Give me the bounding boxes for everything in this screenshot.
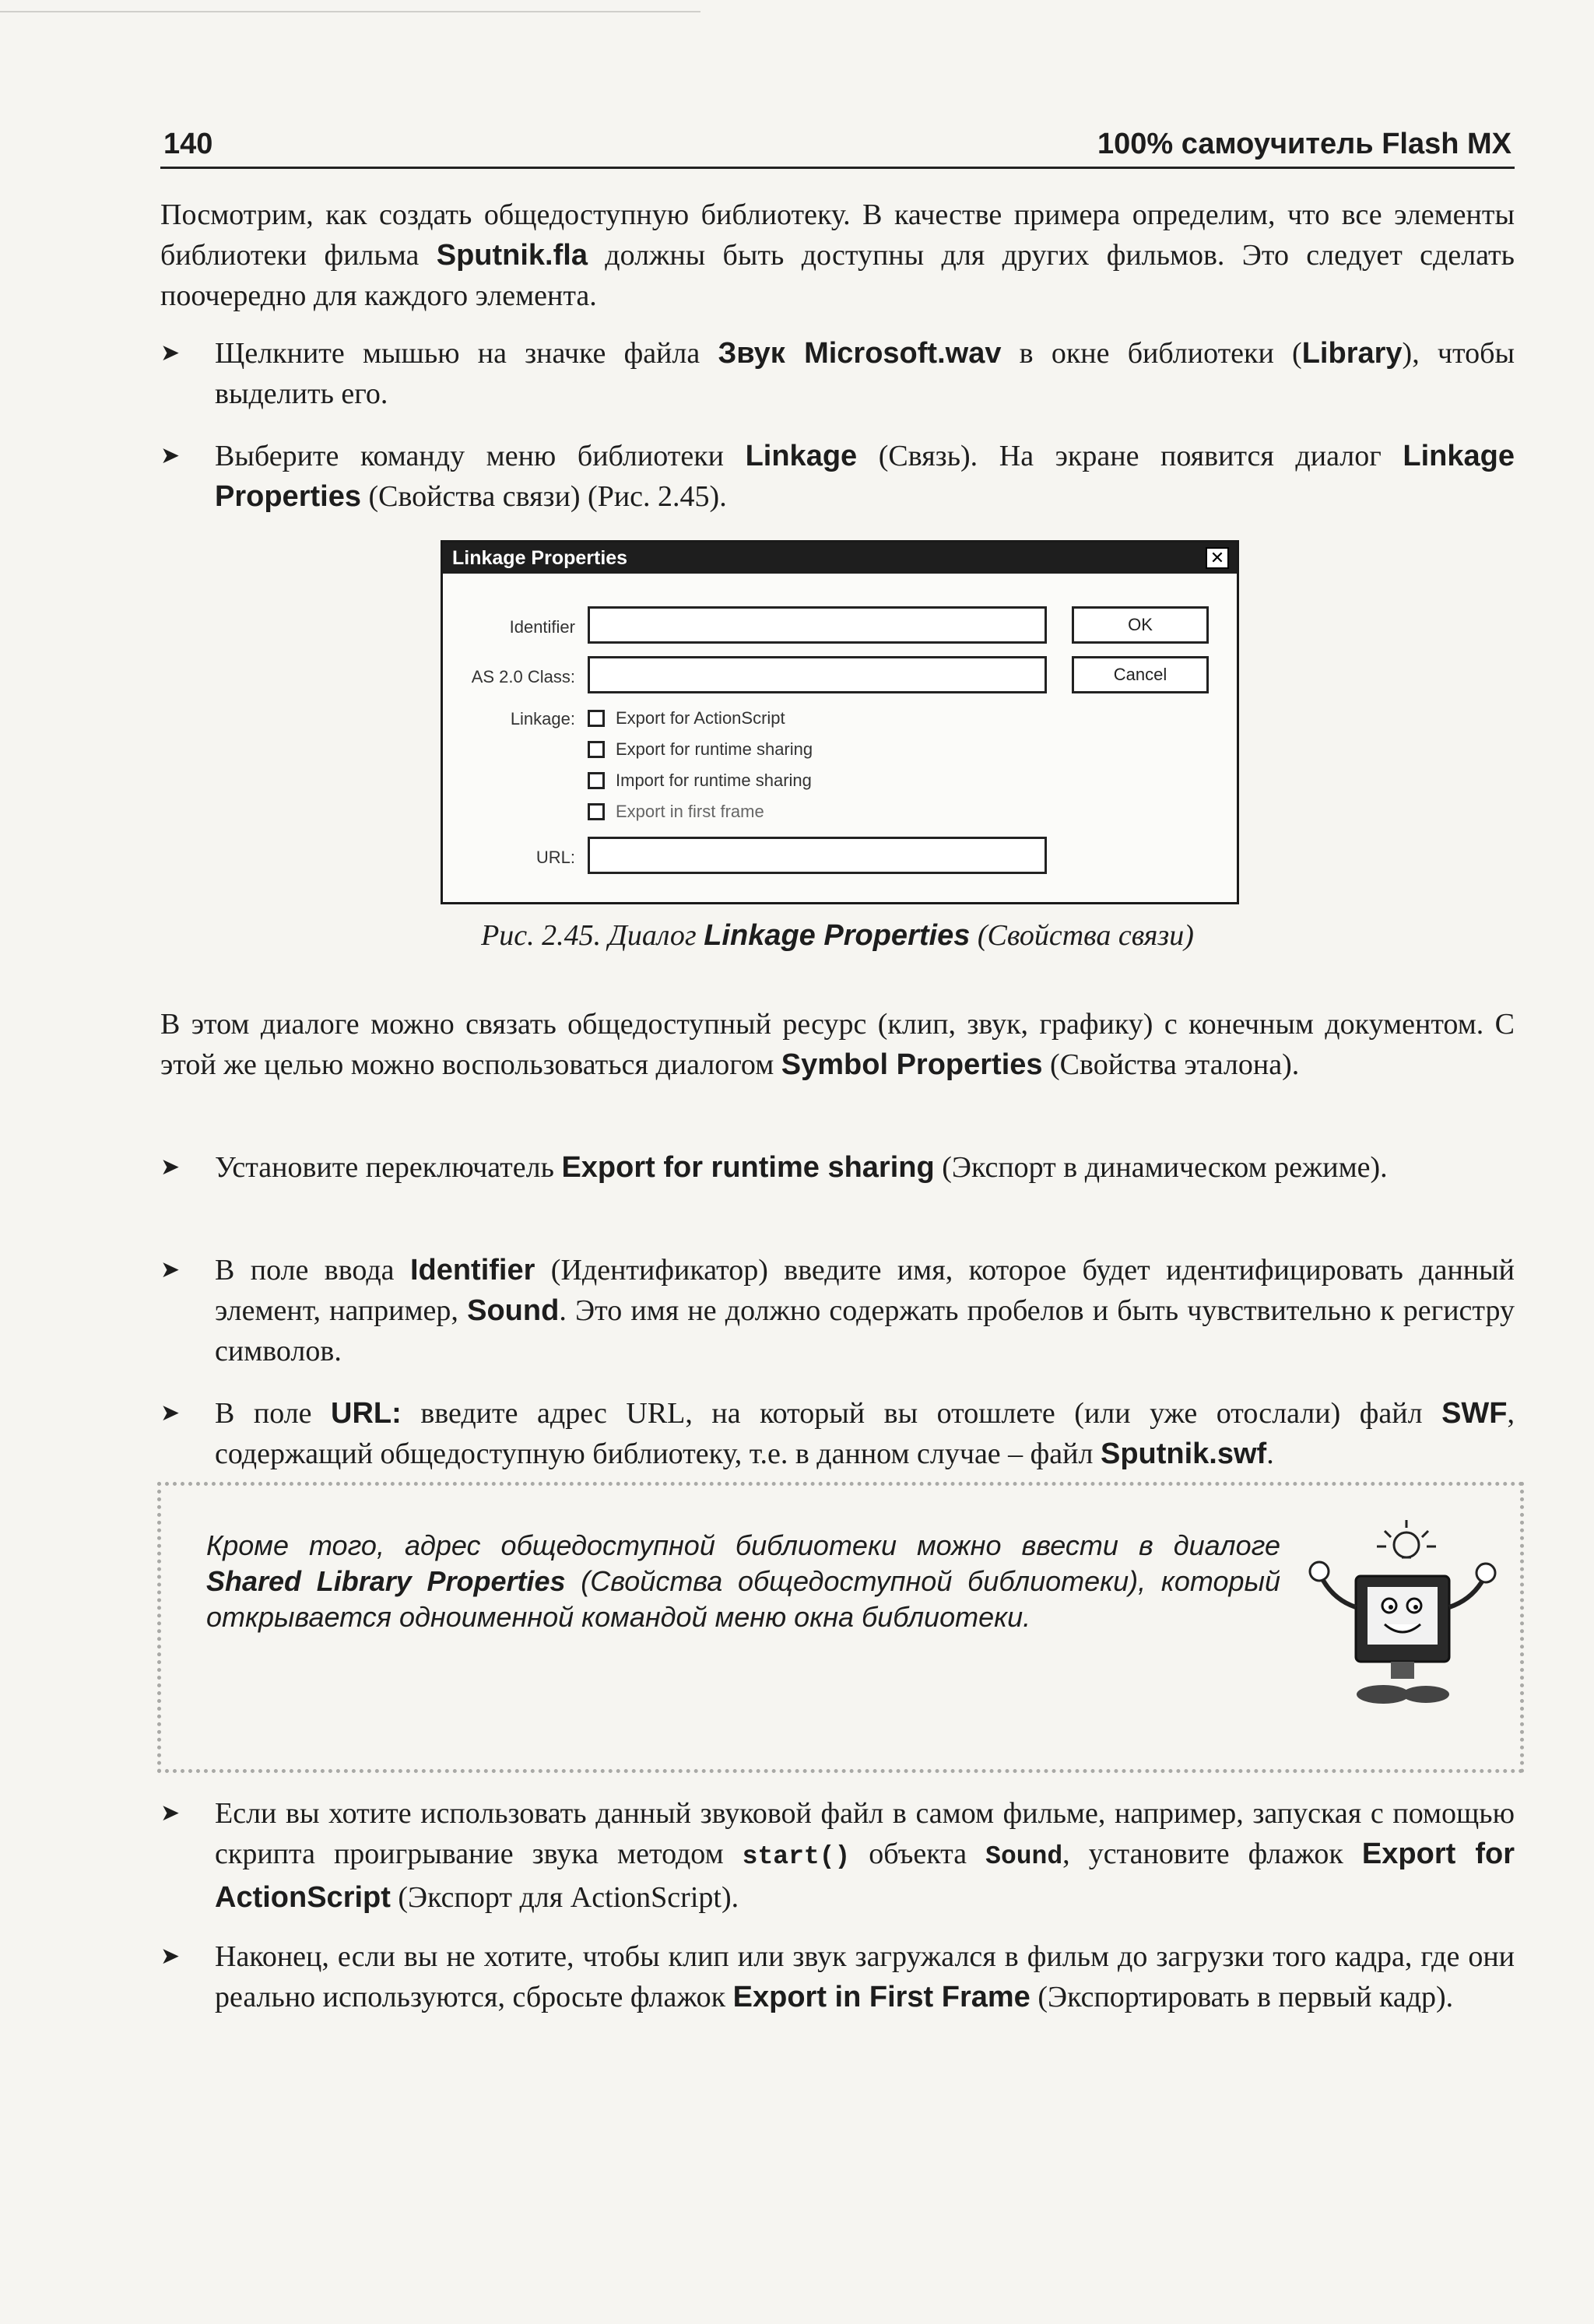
scan-edge-line xyxy=(0,11,700,12)
bullet-arrow-icon: ➤ xyxy=(160,442,181,469)
step-select-sound: ➤ Щелкните мышью на значке файла Звук Microsoft.wav в окне библиотеки (Library), чтобы выделить его. xyxy=(160,333,1515,414)
computer-mascot-icon xyxy=(1290,1514,1500,1732)
as2-class-input[interactable] xyxy=(588,656,1047,693)
tip-box xyxy=(157,1482,1524,1773)
step-open-linkage: ➤ Выберите команду меню библиотеки Linkage (Связь). На экране появится диалог Linkage Properties (Свойства связи) (Рис. 2.45). xyxy=(160,436,1515,517)
intro-paragraph: Посмотрим, как создать общедоступную библиотеку. В качестве примера определим, что все элементы библиотеки фильма Sputnik.fla должны быть доступны для других фильмов. Это следует сделать поочередно для каждого элемента. xyxy=(160,198,1515,312)
step-export-actionscript: ➤ Если вы хотите использовать данный звуковой файл в самом фильме, например, запуская с помощью скрипта проигрывание звука методом start() объекта Sound, установите флажок Export for ActionScript (Экспорт для ActionScript). xyxy=(160,1793,1515,1918)
book-title: 100% самоучитель Flash MX xyxy=(1097,128,1511,160)
bullet-arrow-icon: ➤ xyxy=(160,1943,181,1970)
close-icon[interactable]: ✕ xyxy=(1206,547,1229,569)
dialog-description-paragraph: В этом диалоге можно связать общедоступный ресурс (клип, звук, графику) с конечным документом. С этой же целью можно воспользоваться диалогом Symbol Properties (Свойства эталона). xyxy=(160,1008,1515,1081)
step-identifier: ➤ В поле ввода Identifier (Идентификатор) введите имя, которое будет идентифицировать данный элемент, например, Sound. Это имя не должно содержать пробелов и быть чувствительно к регистру символов. xyxy=(160,1250,1515,1371)
checkbox-export-for-actionscript[interactable]: Export for ActionScript xyxy=(588,706,785,731)
bullet-arrow-icon: ➤ xyxy=(160,1399,181,1427)
identifier-input[interactable] xyxy=(588,606,1047,644)
bullet-arrow-icon: ➤ xyxy=(160,1153,181,1181)
identifier-label: Identifier xyxy=(509,617,575,637)
step-runtime-sharing: ➤ Установите переключатель Export for runtime sharing (Экспорт в динамическом режиме). xyxy=(160,1147,1515,1188)
bullet-arrow-icon: ➤ xyxy=(160,1799,181,1827)
linkage-properties-dialog xyxy=(441,540,1239,904)
checkbox-box[interactable] xyxy=(588,741,605,758)
url-label: URL: xyxy=(535,848,575,867)
cancel-button[interactable]: Cancel xyxy=(1072,656,1209,693)
step-url: ➤ В поле URL: введите адрес URL, на который вы отошлете (или уже отослали) файл SWF, содержащий общедоступную библиотеку, т.е. в данном случае – файл Sputnik.swf. xyxy=(160,1393,1515,1474)
step-export-first-frame: ➤ Наконец, если вы не хотите, чтобы клип или звук загружался в фильм до загрузки того кадра, где они реально используются, сбросьте флажок Export in First Frame (Экспортировать в первый кадр). xyxy=(160,1936,1515,2017)
bullet-arrow-icon: ➤ xyxy=(160,339,181,367)
checkbox-import-for-runtime-sharing[interactable]: Import for runtime sharing xyxy=(588,768,812,793)
checkbox-export-for-runtime-sharing[interactable]: Export for runtime sharing xyxy=(588,737,813,762)
file-name-sputnik-fla: Sputnik.fla xyxy=(436,239,588,272)
checkbox-box[interactable] xyxy=(588,772,605,789)
running-header xyxy=(160,123,1515,169)
ok-button[interactable]: OK xyxy=(1072,606,1209,644)
checkbox-export-in-first-frame[interactable]: Export in first frame xyxy=(588,799,764,824)
page-number: 140 xyxy=(163,128,213,160)
linkage-label: Linkage: xyxy=(510,709,575,728)
checkbox-box[interactable] xyxy=(588,803,605,820)
bullet-arrow-icon: ➤ xyxy=(160,1256,181,1283)
dialog-titlebar xyxy=(443,542,1237,574)
as2-class-label: AS 2.0 Class: xyxy=(471,667,575,686)
url-input[interactable] xyxy=(588,837,1047,874)
tip-text: Кроме того, адрес общедоступной библиотеки можно ввести в диалоге Shared Library Properties (Свойства общедоступной библиотеки), который открывается одноименной командой меню окна библиотеки. xyxy=(206,1529,1280,1633)
figure-caption: Рис. 2.45. Диалог Linkage Properties (Свойства связи) xyxy=(481,919,1194,952)
dialog-title: Linkage Properties xyxy=(452,547,628,569)
checkbox-box[interactable] xyxy=(588,710,605,727)
